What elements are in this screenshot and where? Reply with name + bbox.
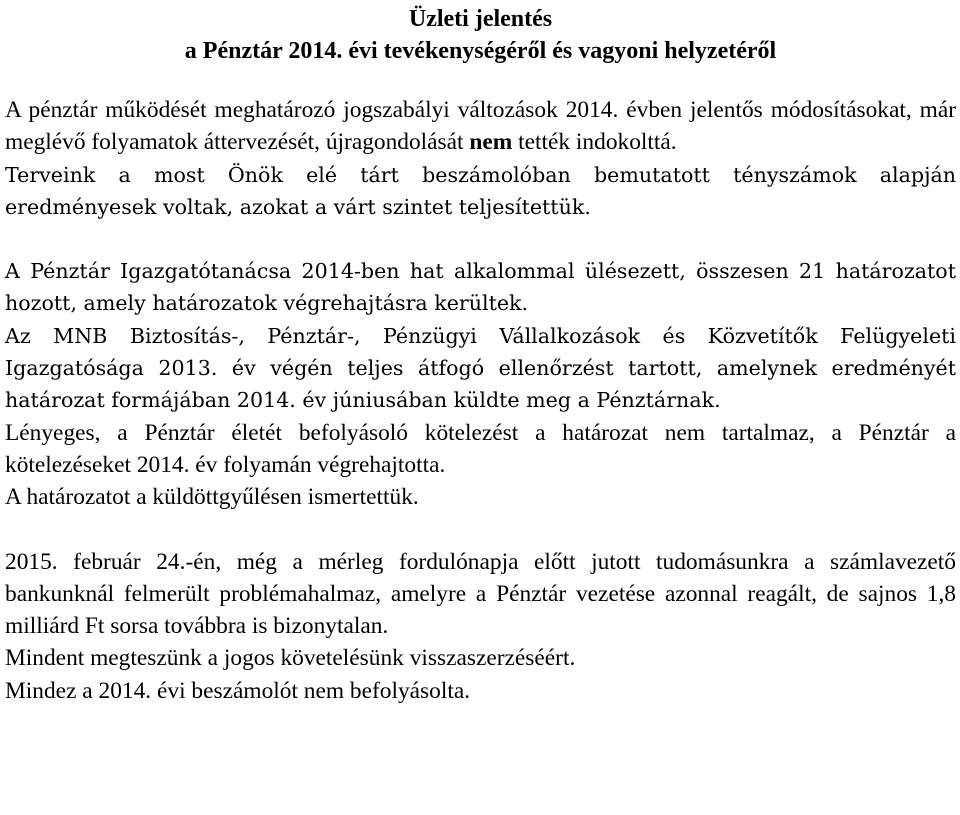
spacer <box>5 514 956 546</box>
spacer <box>5 223 956 255</box>
paragraph-board: A Pénztár Igazgatótanácsa 2014-ben hat alkalommal ülésezett, összesen 21 határozatot hozott, amely határozatok végrehajtásra kerültek. <box>5 259 956 316</box>
document-page <box>5 0 956 707</box>
spacer <box>5 67 956 94</box>
document-subtitle: a Pénztár 2014. évi tevékenységéről és vagyoni helyzetéről <box>184 38 777 64</box>
paragraph-regulatory-changes <box>5 94 956 159</box>
paragraph-recovery: Mindent megteszünk a jogos követelésünk visszaszerzéséért. <box>5 645 576 672</box>
paragraph-plans: Terveink a most Önök elé tárt beszámolóban bemutatott tényszámok alapján eredményesek voltak, azokat a várt szintet teljesítettük. <box>5 162 956 219</box>
paragraph-text: tették indokolttá. <box>512 129 677 156</box>
paragraph-mnb-audit: Az MNB Biztosítás-, Pénztár-, Pénzügyi Vállalkozások és Közvetítők Felügyeleti Igazgatósága 2013. év végén teljes átfogó ellenőrzést tartott, amelynek eredményét határozat formájában 2014. év júniusában küldte meg a Pénztárnak. <box>5 323 956 413</box>
paragraph-obligations: Lényeges, a Pénztár életét befolyásoló kötelezést a határozat nem tartalmaz, a Pénztár a kötelezéseket 2014. év folyamán végrehajtotta. <box>5 419 956 478</box>
emphasis-nem: nem <box>469 129 513 156</box>
paragraph-bank-problem: 2015. február 24.-én, még a mérleg fordulónapja előtt jutott tudomásunkra a számlavezető bankunknál felmerült problémahalmaz, amelyre a Pénztár vezetése azonnal reagált, de sajnos 1,8 milliárd Ft sorsa továbbra is bizonytalan. <box>5 548 956 640</box>
paragraph-assembly: A határozatot a küldöttgyűlésen ismertettük. <box>5 484 419 511</box>
paragraph-conclusion: Mindez a 2014. évi beszámolót nem befolyásolta. <box>5 677 471 704</box>
document-title: Üzleti jelentés <box>408 6 553 32</box>
paragraph-text: A pénztár működését meghatározó jogszabályi változások 2014. évben jelentős módosításokat, már meglévő folyamatok áttervezését, újragondolását <box>5 97 956 156</box>
